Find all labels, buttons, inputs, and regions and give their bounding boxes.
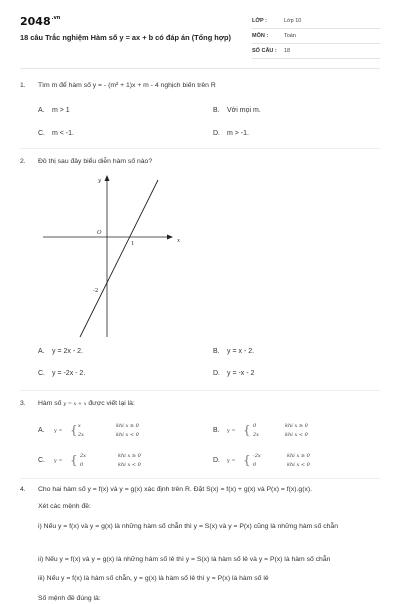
option-a[interactable] xyxy=(38,420,198,442)
question-text: Đồ thị sau đây biểu diễn hàm số nào? xyxy=(38,158,153,165)
brace-icon: { xyxy=(243,453,251,467)
question-text: Cho hai hàm số y = f(x) và y = g(x) xác định trên R. Đặt S(x) = f(x) + g(x) và P(x) = f(x).g(x). xyxy=(38,486,313,493)
question-formula: y = x + x xyxy=(63,401,87,407)
header-divider xyxy=(20,68,380,69)
question-separator xyxy=(20,478,380,479)
y-intercept-label: -2 xyxy=(93,288,99,294)
case-condition: khi x ≥ 0 xyxy=(118,453,141,459)
option-text: m > -1. xyxy=(227,130,249,137)
brace-icon: { xyxy=(70,423,78,437)
question-text-pre: Hàm số xyxy=(38,400,62,407)
question-number: 1. xyxy=(20,82,26,89)
question-separator xyxy=(20,148,380,149)
option-c[interactable] xyxy=(38,370,85,377)
option-letter: A. xyxy=(38,107,45,114)
option-b[interactable] xyxy=(213,348,254,355)
option-text: Với mọi m. xyxy=(227,107,261,114)
option-letter: B. xyxy=(213,348,220,355)
option-lhs: y = xyxy=(54,428,63,434)
option-lhs: y = xyxy=(227,428,236,434)
case-condition: khi x ≥ 0 xyxy=(116,423,139,429)
option-letter: C. xyxy=(38,130,45,137)
option-letter: D. xyxy=(213,457,220,464)
question-number: 4. xyxy=(20,486,26,493)
meta-value: Lớp 10 xyxy=(284,18,302,24)
case-value: 2x xyxy=(78,432,85,438)
option-text: y = -x - 2 xyxy=(227,370,255,377)
meta-table xyxy=(252,14,380,59)
x-intercept-label: 1 xyxy=(131,241,135,247)
case-value: 2x xyxy=(253,432,260,438)
case-value: 0 xyxy=(80,462,84,468)
question-4 xyxy=(20,486,380,500)
question-number: 3. xyxy=(20,400,26,407)
statement-prompt: Số mệnh đề đúng là: xyxy=(38,595,101,602)
y-axis-label: y xyxy=(98,178,102,184)
case-condition: khi x < 0 xyxy=(116,432,139,438)
statement-ii: ii) Nếu y = f(x) và y = g(x) là những hàm số lẻ thì y = S(x) là hàm số lẻ và y = P(x) là hàm số chẵn xyxy=(38,556,331,563)
meta-value: Toán xyxy=(284,33,296,39)
option-c[interactable] xyxy=(38,450,198,472)
option-letter: B. xyxy=(213,107,220,114)
option-b[interactable] xyxy=(213,420,373,442)
brace-icon: { xyxy=(70,453,78,467)
question-text: Tìm m để hàm số y = - (m² + 1)x + m - 4 nghịch biến trên R xyxy=(38,82,216,89)
option-lhs: y = xyxy=(227,458,236,464)
question-3 xyxy=(20,400,380,478)
question-number: 2. xyxy=(20,158,26,165)
option-b[interactable] xyxy=(213,107,261,114)
option-letter: A. xyxy=(38,427,45,434)
case-condition: khi x ≥ 0 xyxy=(287,453,310,459)
option-text: m < -1. xyxy=(52,130,74,137)
option-d[interactable] xyxy=(213,450,373,472)
option-letter: C. xyxy=(38,457,45,464)
site-logo[interactable] xyxy=(20,15,60,28)
option-text: y = x - 2. xyxy=(227,348,255,355)
x-axis-arrow xyxy=(167,235,173,240)
option-lhs: y = xyxy=(54,458,63,464)
case-condition: khi x ≥ 0 xyxy=(285,423,308,429)
option-a[interactable] xyxy=(38,107,70,114)
option-c[interactable] xyxy=(38,130,74,137)
meta-row-class xyxy=(252,14,380,29)
option-d[interactable] xyxy=(213,130,249,137)
case-condition: khi x < 0 xyxy=(287,462,310,468)
meta-label: LỚP : xyxy=(252,18,267,24)
option-letter: D. xyxy=(213,370,220,377)
case-value: -2x xyxy=(253,453,261,459)
document-title: 18 câu Trắc nghiệm Hàm số y = ax + b có đáp án (Tổng hợp) xyxy=(20,33,232,42)
brace-icon: { xyxy=(243,423,251,437)
case-condition: khi x < 0 xyxy=(285,432,308,438)
question-text-post: được viết lại là: xyxy=(88,400,135,407)
meta-label: MÔN : xyxy=(252,33,269,39)
option-d[interactable] xyxy=(213,370,254,377)
case-condition: khi x < 0 xyxy=(118,462,141,468)
page-header xyxy=(0,0,400,66)
statement-i: i) Nếu y = f(x) và y = g(x) là những hàm số chẵn thì y = S(x) và y = P(x) cũng là những hàm số chẵn xyxy=(38,523,338,530)
option-text: y = 2x - 2. xyxy=(52,348,83,355)
question-1 xyxy=(20,82,380,142)
statement-iii: iii) Nếu y = f(x) là hàm số chẵn, y = g(x) là hàm số lẻ thì y = P(x) là hàm số lẻ xyxy=(38,575,269,582)
case-value: 0 xyxy=(253,423,257,429)
question-2 xyxy=(20,158,380,378)
meta-row-count xyxy=(252,44,380,59)
option-letter: D. xyxy=(213,130,220,137)
y-axis-arrow xyxy=(105,175,110,181)
meta-value: 18 xyxy=(284,48,291,54)
case-value: 0 xyxy=(253,462,257,468)
logo-text: 2048 xyxy=(20,15,51,28)
option-letter: B. xyxy=(213,427,220,434)
function-graph xyxy=(40,172,190,342)
x-axis-label: x xyxy=(177,238,181,244)
function-line xyxy=(80,180,158,337)
option-text: y = -2x - 2. xyxy=(52,370,86,377)
case-value: x xyxy=(78,423,81,429)
meta-label: SỐ CÂU : xyxy=(252,48,277,54)
statement-intro: Xét các mệnh đề: xyxy=(38,503,91,510)
question-text xyxy=(38,400,135,407)
option-text: m > 1 xyxy=(52,107,70,114)
logo-suffix: .vn xyxy=(51,15,61,21)
option-letter: A. xyxy=(38,348,45,355)
origin-label: O xyxy=(97,230,102,236)
option-a[interactable] xyxy=(38,348,83,355)
case-value: 2x xyxy=(80,453,87,459)
question-separator xyxy=(20,390,380,391)
option-letter: C. xyxy=(38,370,45,377)
meta-row-subject xyxy=(252,29,380,44)
